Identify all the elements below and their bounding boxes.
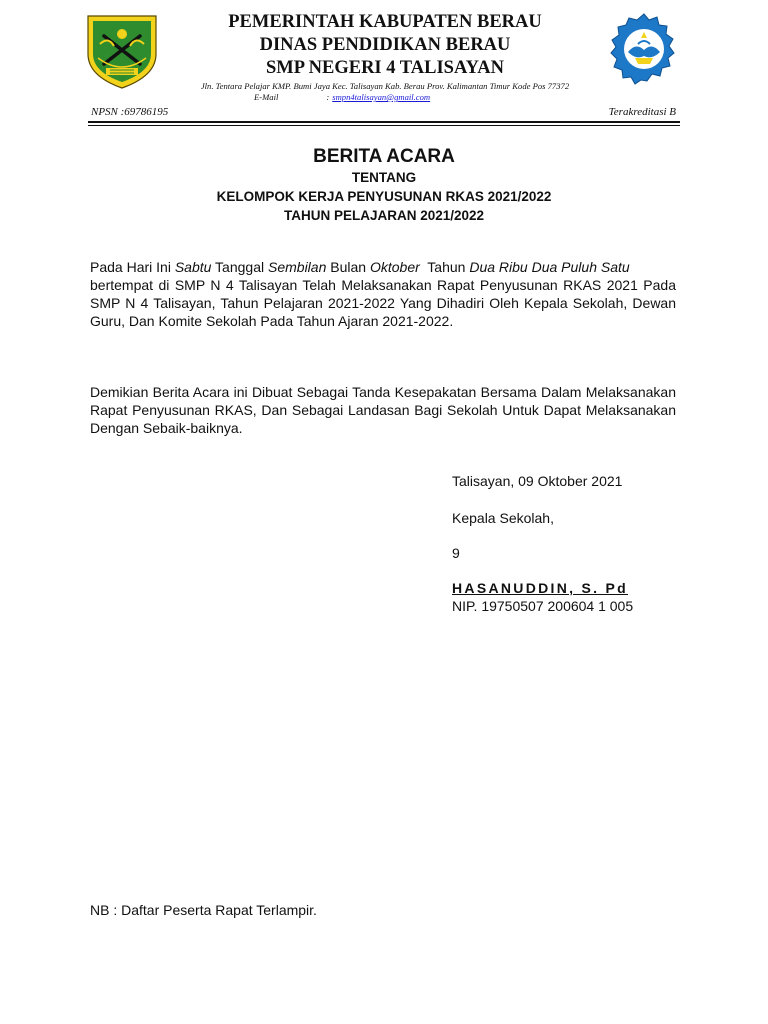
title-main: BERITA ACARA bbox=[313, 146, 455, 167]
date-word: Sembilan bbox=[268, 259, 327, 275]
header-government: PEMERINTAH KABUPATEN BERAU bbox=[228, 12, 542, 32]
signature-mark: 9 bbox=[452, 545, 460, 561]
accreditation-status: Terakreditasi B bbox=[608, 106, 676, 118]
signature-place-date: Talisayan, 09 Oktober 2021 bbox=[452, 473, 623, 489]
email-separator: : bbox=[326, 92, 330, 102]
attachment-note: NB : Daftar Peserta Rapat Terlampir. bbox=[90, 902, 317, 918]
signature-role: Kepala Sekolah, bbox=[452, 510, 554, 526]
school-address: Jln. Tentara Pelajar KMP. Bumi Jaya Kec. Talisayan Kab. Berau Prov. Kalimantan Timur Kode Pos 77372 bbox=[200, 81, 570, 91]
paragraph-closing: Demikian Berita Acara ini Dibuat Sebagai Tanda Kesepakatan Bersama Dalam Melaksanakan Rapat Penyusunan RKAS, Dan Sebagai Landasan Bagi Sekolah Untuk Dapat Melaksanakan Dengan Sebaik-baiknya. bbox=[90, 384, 676, 436]
signatory-name: HASANUDDIN, S. Pd bbox=[452, 580, 628, 596]
title-tentang: TENTANG bbox=[351, 170, 417, 185]
day-name: Sabtu bbox=[174, 259, 212, 275]
berau-regency-emblem bbox=[86, 14, 158, 90]
opening-body: bertempat di SMP N 4 Talisayan Telah Melaksanakan Rapat Penyusunan RKAS 2021 Pada SMP N 4 Talisayan, Tahun Pelajaran 2021-2022 Yang Dihadiri Oleh Kepala Sekolah, Dewan Guru, Dan Komite Sekolah Pada Tahun Ajaran 2021-2022. bbox=[90, 277, 676, 329]
header-divider-thick bbox=[88, 121, 680, 123]
title-subject: KELOMPOK KERJA PENYUSUNAN RKAS 2021/2022 bbox=[216, 189, 552, 204]
opening-lead-line: Pada Hari Ini Sabtu Tanggal Sembilan Bulan Oktober Tahun Dua Ribu Dua Puluh Satu bbox=[90, 259, 630, 275]
document-title bbox=[88, 146, 680, 225]
email-label: E-Mail bbox=[254, 92, 279, 102]
signatory-nip: NIP. 19750507 200604 1 005 bbox=[452, 598, 634, 614]
paragraph-opening bbox=[90, 258, 676, 330]
npsn-number: NPSN :69786195 bbox=[91, 106, 169, 118]
title-academic-year: TAHUN PELAJARAN 2021/2022 bbox=[283, 208, 485, 223]
email-link[interactable]: smpn4talisayan@gmail.com bbox=[332, 92, 431, 102]
header-divider-thin bbox=[88, 125, 680, 126]
email-row bbox=[254, 92, 430, 103]
year-word: Dua Ribu Dua Puluh Satu bbox=[469, 259, 630, 275]
month-name: Oktober bbox=[369, 259, 420, 275]
header-school-name: SMP NEGERI 4 TALISAYAN bbox=[265, 58, 504, 78]
tut-wuri-handayani-logo bbox=[608, 12, 680, 88]
header-department: DINAS PENDIDIKAN BERAU bbox=[259, 35, 511, 55]
